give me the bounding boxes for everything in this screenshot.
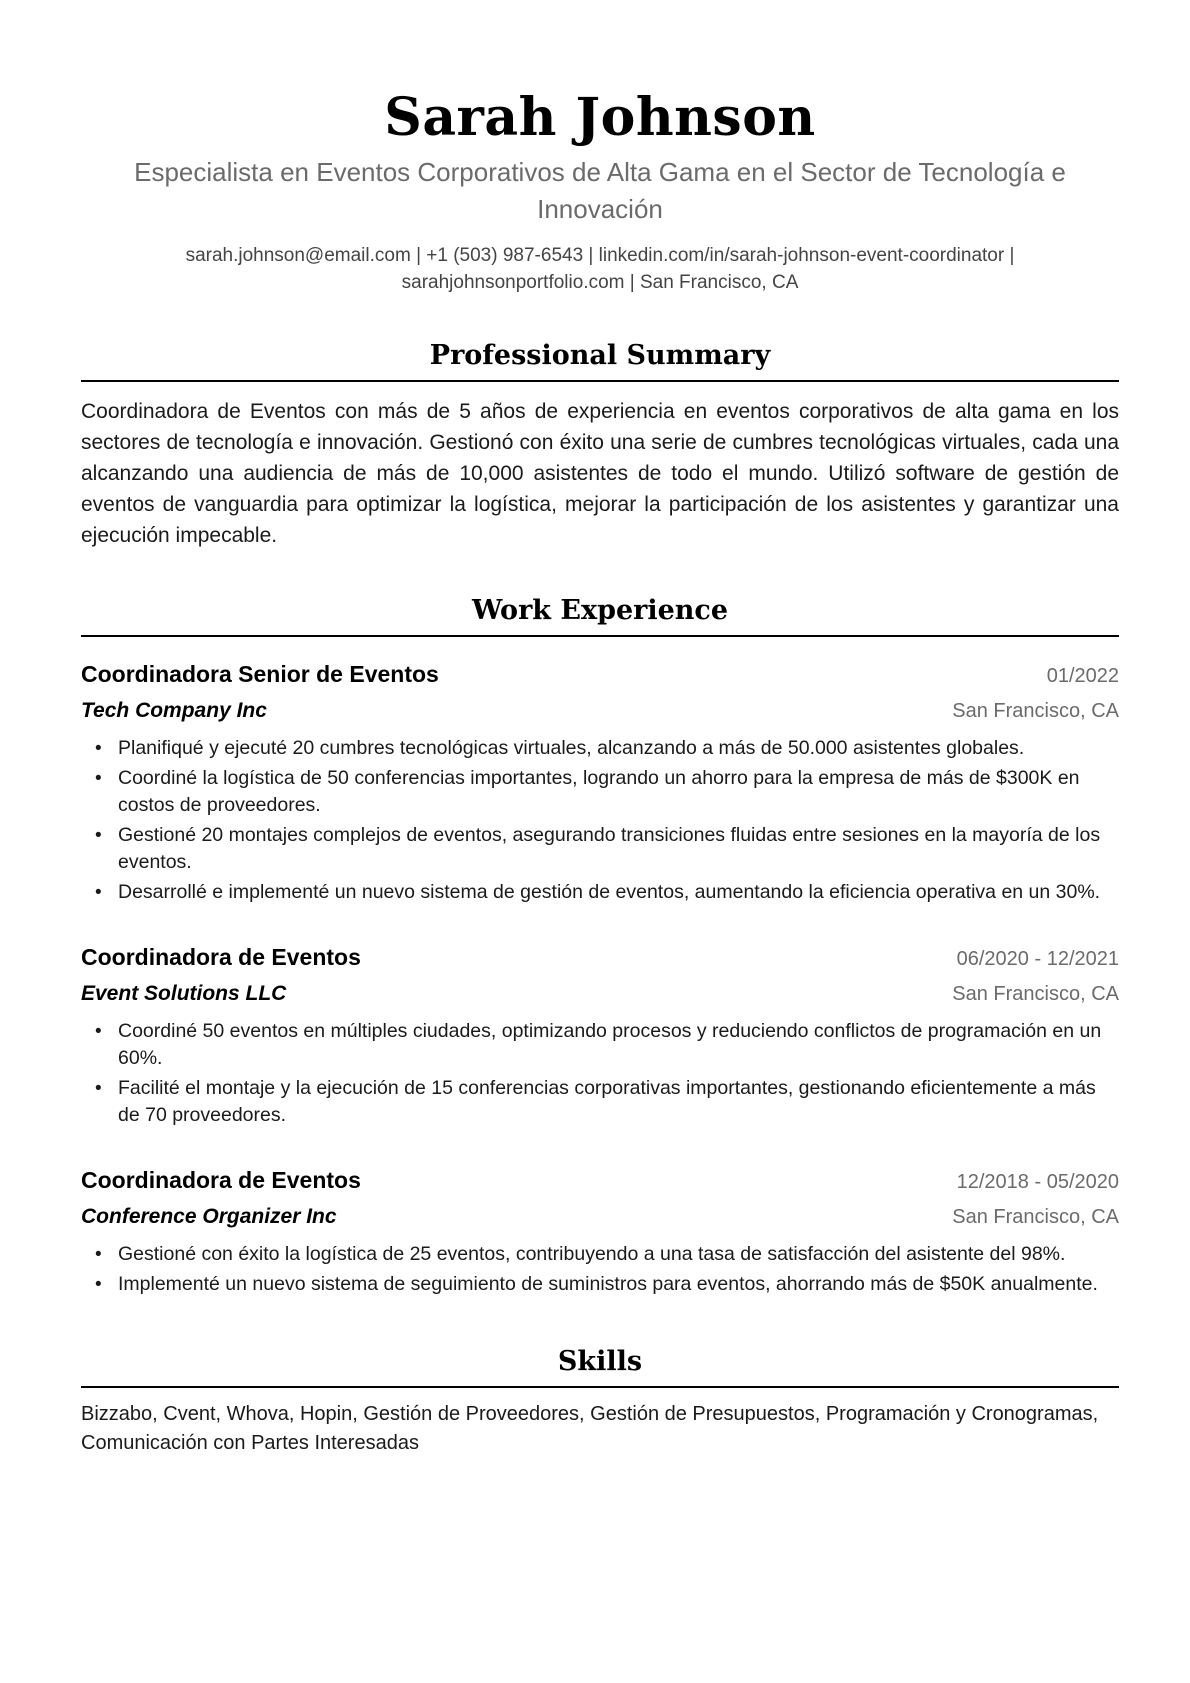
- bullet-item: • Desarrollé e implementé un nuevo sistema de gestión de eventos, aumentando la eficiencia operativa en un 30%.: [81, 879, 1119, 906]
- section-title-skills: Skills: [81, 1344, 1119, 1388]
- job-entry: [81, 1163, 1119, 1298]
- job-entry: [81, 940, 1119, 1129]
- job-date: 06/2020 - 12/2021: [956, 948, 1119, 970]
- job-bullets: [81, 1241, 1119, 1298]
- skills-list: Bizzabo, Cvent, Whova, Hopin, Gestión de Proveedores, Gestión de Presupuestos, Programación y Cronogramas, Comunicación con Partes Interesadas: [81, 1403, 1099, 1454]
- headline: Especialista en Eventos Corporativos de Alta Gama en el Sector de Tecnología e Innovación: [134, 157, 1066, 224]
- bullet-item: • Facilité el montaje y la ejecución de 15 conferencias corporativas importantes, gestionando eficientemente a más de 70 proveedores.: [81, 1075, 1119, 1129]
- bullet-item: • Planifiqué y ejecuté 20 cumbres tecnológicas virtuales, alcanzando a más de 50.000 asistentes globales.: [81, 735, 1119, 762]
- job-location: San Francisco, CA: [952, 700, 1119, 722]
- resume-page: [81, 0, 1119, 1458]
- job-bullets: [81, 1018, 1119, 1129]
- job-date: 12/2018 - 05/2020: [956, 1171, 1119, 1193]
- job-title: Coordinadora de Eventos: [81, 1167, 361, 1193]
- job-title: Coordinadora Senior de Eventos: [81, 661, 439, 687]
- job-bullets: [81, 735, 1119, 906]
- bullet-item: • Gestioné con éxito la logística de 25 eventos, contribuyendo a una tasa de satisfacción del asistente del 98%.: [81, 1241, 1119, 1268]
- job-location: San Francisco, CA: [952, 1206, 1119, 1228]
- job-title: Coordinadora de Eventos: [81, 944, 361, 970]
- contact-line-2: sarahjohnsonportfolio.com | San Francisco, CA: [401, 272, 799, 293]
- company-name: Conference Organizer Inc: [81, 1205, 337, 1228]
- summary-text: Coordinadora de Eventos con más de 5 años de experiencia en eventos corporativos de alta gama en los sectores de tecnología e innovación. Gestionó con éxito una serie de cumbres tecnológicas virtuales, cada una alcanzando una audiencia de más de 10,000 asistentes de todo el mundo. Utilizó software de gestión de eventos de vanguardia para optimizar la logística, mejorar la participación de los asistentes y garantizar una ejecución impecable.: [81, 400, 1119, 547]
- job-entry: [81, 657, 1119, 906]
- work-experience-section: [81, 593, 1119, 1298]
- bullet-item: • Coordiné la logística de 50 conferencias importantes, logrando un ahorro para la empresa de más de $300K en costos de proveedores.: [81, 765, 1119, 819]
- company-name: Tech Company Inc: [81, 699, 267, 722]
- bullet-item: • Coordiné 50 eventos en múltiples ciudades, optimizando procesos y reduciendo conflictos de programación en un 60%.: [81, 1018, 1119, 1072]
- summary-section: [81, 338, 1119, 551]
- candidate-name: Sarah Johnson: [384, 87, 816, 148]
- job-location: San Francisco, CA: [952, 983, 1119, 1005]
- contact-info: [81, 242, 1119, 296]
- bullet-item: • Gestioné 20 montajes complejos de eventos, asegurando transiciones fluidas entre sesiones en la mayoría de los eventos.: [81, 822, 1119, 876]
- job-date: 01/2022: [1046, 665, 1119, 687]
- contact-line-1: sarah.johnson@email.com | +1 (503) 987-6543 | linkedin.com/in/sarah-johnson-event-coordinator |: [185, 245, 1015, 266]
- skills-section: [81, 1344, 1119, 1458]
- bullet-item: • Implementé un nuevo sistema de seguimiento de suministros para eventos, ahorrando más de $50K anualmente.: [81, 1271, 1119, 1298]
- section-title-summary: Professional Summary: [81, 338, 1119, 382]
- company-name: Event Solutions LLC: [81, 982, 287, 1005]
- section-title-work: Work Experience: [81, 593, 1119, 637]
